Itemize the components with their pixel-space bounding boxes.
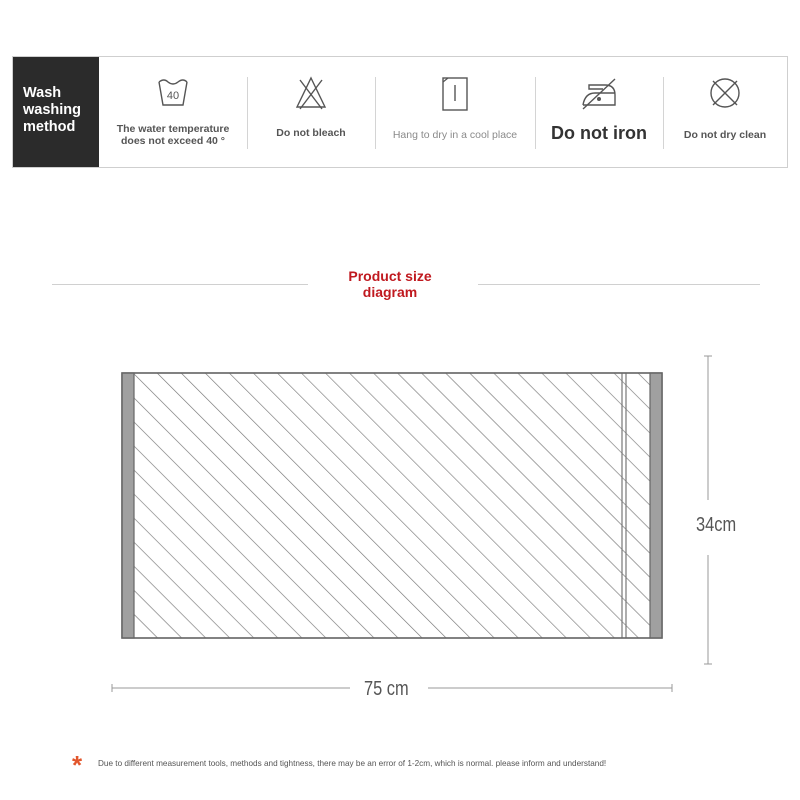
care-item-label: Do not dry clean [683,129,767,141]
height-label: 34cm [696,514,737,536]
measurement-note: Due to different measurement tools, methods and tightness, there may be an error of 1-2cm, which is normal. please inform and understand! [98,759,607,768]
width-label: 75 cm [364,678,409,700]
care-item-label: Do not bleach [276,127,346,139]
care-item-label: Hang to dry in a cool place [392,129,518,141]
care-item-label: does not exceed 40 ° [121,135,225,147]
wash-method-line: Wash [23,85,62,101]
size-title-line: diagram [362,284,418,300]
height-dimension-line [704,356,712,664]
towel-hem-right [650,373,662,638]
towel-hem-left [122,373,134,638]
wash-temp-value: 40 [166,90,180,102]
care-item-label: The water temperature [116,123,230,135]
wash-method-line: washing [23,102,82,118]
note-asterisk: * [72,750,83,780]
size-title-line: Product size [348,268,432,284]
wash-method-line: method [23,119,76,135]
care-item-label: Do not iron [551,123,647,143]
towel-body [122,373,662,638]
